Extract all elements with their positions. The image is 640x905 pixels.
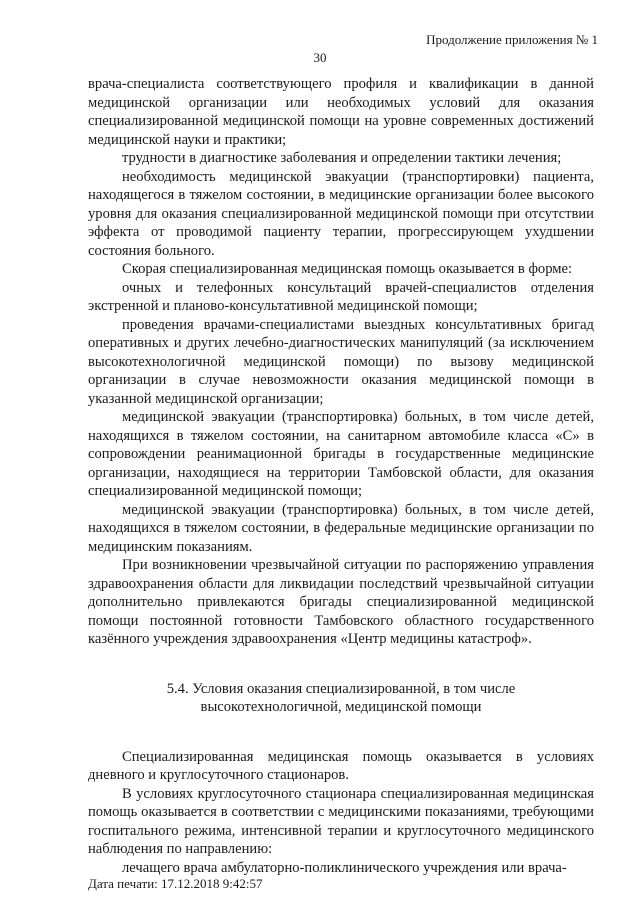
section-heading-line: высокотехнологичной, медицинской помощи [200, 699, 482, 715]
paragraph: При возникновении чрезвычайной ситуации по распоряжению управления здравоохранения области для ликвидации последствий чрезвычайной ситуации дополнительно привлекаются бригады специализированной медицинской помощи постоянной готовности Тамбовского областного государственного казённого учреждения здравоохранения «Центр медицины катастроф». [88, 557, 594, 647]
page-number: 30 [313, 50, 327, 65]
running-header: Продолжение приложения № 1 [426, 32, 598, 47]
paragraph: лечащего врача амбулаторно-поликлинического учреждения или врача- [122, 859, 567, 876]
paragraph: очных и телефонных консультаций врачей-специалистов отделения экстренной и планово-консультативной медицинской помощи; [88, 279, 594, 314]
paragraph: трудности в диагностике заболевания и определении тактики лечения; [122, 150, 562, 166]
paragraph: проведения врачами-специалистами выездных консультативных бригад оперативных и других лечебно-диагностических манипуляций (за исключением высокотехнологичной медицинской помощи) по вызову медицинской организации в случае невозможности оказания медицинской помощи в указанной медицинской организации; [88, 316, 594, 407]
paragraph: врача-специалиста соответствующего профиля и квалификации в данной медицинской организации или необходимых условий для оказания специализированной медицинской помощи на уровне современных достижений медицинской науки и практики; [88, 76, 594, 148]
paragraph: медицинской эвакуации (транспортировка) больных, в том числе детей, находящихся в тяжелом состоянии, на санитарном автомобиле класса «С» в сопровождении реанимационной бригады в государственные медицинские организации, находящиеся на территории Тамбовской области, для оказания специализированной медицинской помощи; [88, 409, 594, 499]
section-heading-line: 5.4. Условия оказания специализированной, в том числе [166, 680, 516, 697]
paragraph: В условиях круглосуточного стационара специализированная медицинская помощь оказывается в соответствии с медицинскими показаниями, требующими госпитального режима, интенсивной терапии и круглосуточного медицинского наблюдения по направлению: [88, 785, 594, 857]
paragraph: Специализированная медицинская помощь оказывается в условиях дневного и круглосуточного стационаров. [88, 748, 594, 783]
section-heading [88, 680, 594, 717]
paragraph: Скорая специализированная медицинская помощь оказывается в форме: [122, 261, 573, 277]
print-date-footer: Дата печати: 17.12.2018 9:42:57 [88, 876, 263, 891]
paragraph: необходимость медицинской эвакуации (транспортировки) пациента, находящегося в тяжелом состоянии, в медицинские организации более высокого уровня для оказания специализированной медицинской помощи при отсутствии эффекта от проводимой пациенту терапии, прогрессирующем ухудшении состояния больного. [88, 168, 594, 259]
paragraph: медицинской эвакуации (транспортировка) больных, в том числе детей, находящихся в тяжелом состоянии, в федеральные медицинские организации по медицинским показаниям. [88, 501, 594, 555]
document-body [88, 75, 594, 877]
